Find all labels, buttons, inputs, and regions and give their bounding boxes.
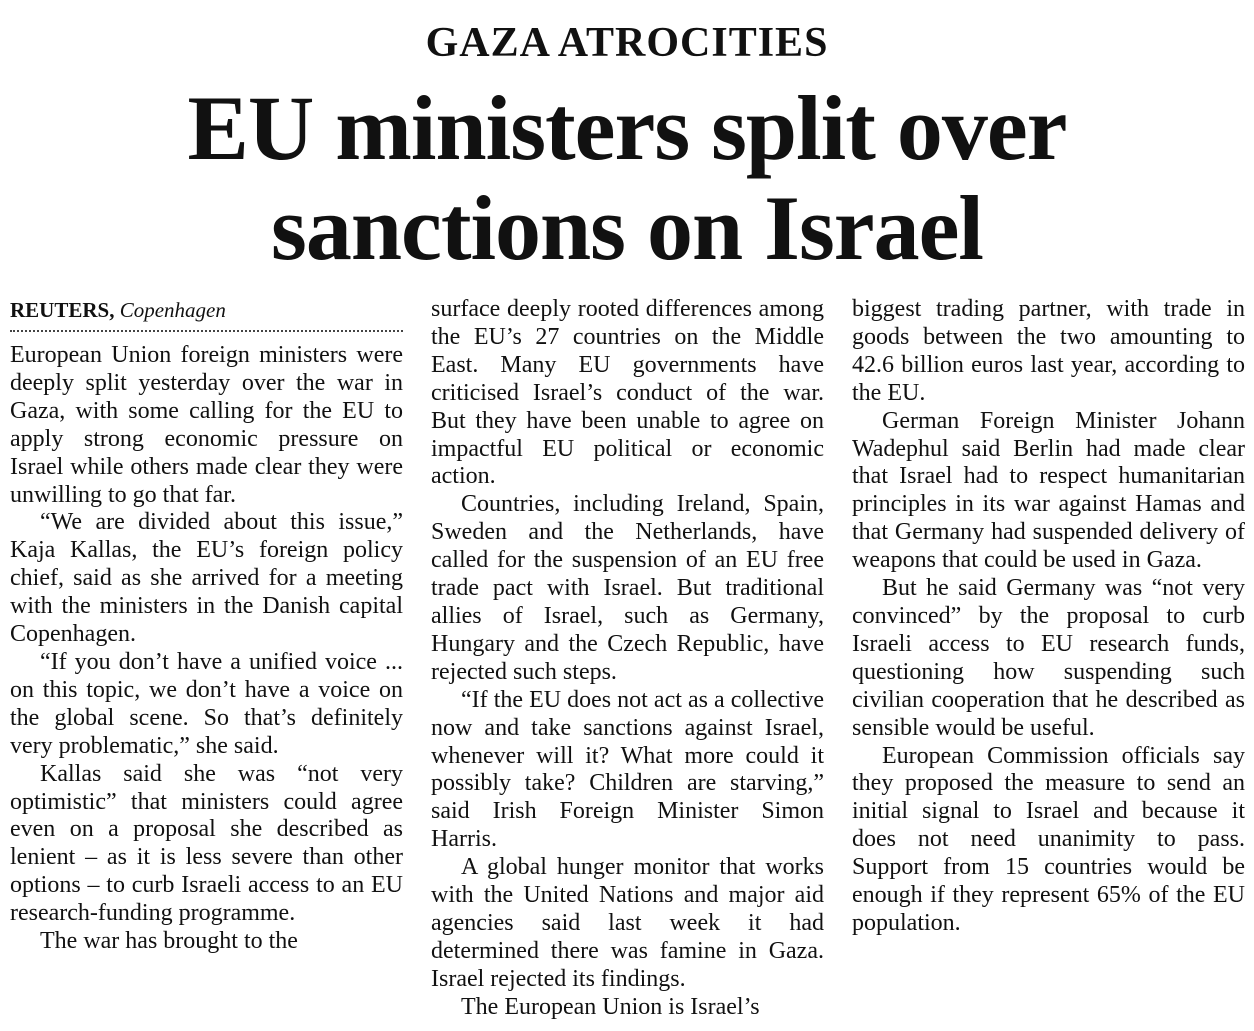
paragraph: Kallas said she was “not very optimistic” that ministers could agree even on a proposal she described as lenient – as it is less severe than other options – to curb Israeli access to an EU research-funding programme.	[10, 760, 403, 927]
byline	[10, 296, 403, 332]
paragraph: The war has brought to the	[40, 928, 298, 955]
paragraph: European Commission officials say they proposed the measure to send an initial signal to Israel and because it does not need unanimity to pass. Support from 15 countries would be enough if they represent 65% of the EU population.	[852, 742, 1245, 936]
headline-line-2: sanctions on Israel	[271, 177, 983, 279]
paragraph: “If you don’t have a unified voice ... on this topic, we don’t have a voice on the global scene. So that’s definitely very problematic,” she said.	[10, 648, 403, 759]
paragraph: The European Union is Israel’s	[461, 993, 760, 1020]
article-column-2	[431, 296, 824, 1022]
article-column-1	[10, 296, 403, 956]
headline-line-1: EU ministers split over	[187, 77, 1067, 179]
paragraph: European Union foreign ministers were deeply split yesterday over the war in Gaza, with some calling for the EU to apply strong economic pressure on Israel while others made clear they were unwilling to go that far.	[10, 342, 403, 508]
paragraph: Countries, including Ireland, Spain, Sweden and the Netherlands, have called for the suspension of an EU free trade pact with Israel. But traditional allies of Israel, such as Germany, Hungary and the Czech Republic, have rejected such steps.	[431, 491, 824, 685]
paragraph: biggest trading partner, with trade in goods between the two amounting to 42.6 billion euros last year, according to the EU.	[852, 296, 1245, 406]
paragraph: But he said Germany was “not very convinced” by the proposal to curb Israeli access to EU research funds, questioning how suspending such civilian cooperation that he described as sensible would be useful.	[852, 575, 1245, 741]
kicker: GAZA ATROCITIES	[425, 20, 829, 66]
paragraph: surface deeply rooted differences among the EU’s 27 countries on the Middle East. Many EU governments have criticised Israel’s conduct of the war. But they have been unable to agree on impactful EU political or economic action.	[431, 296, 824, 490]
headline	[0, 78, 1254, 278]
paragraph: “If the EU does not act as a collective now and take sanctions against Israel, whenever will it? What more could it possibly take? Children are starving,” said Irish Foreign Minister Simon Harris.	[431, 686, 824, 853]
byline-place: Copenhagen	[119, 298, 226, 322]
paragraph: A global hunger monitor that works with the United Nations and major aid agencies said last week it had determined there was famine in Gaza. Israel rejected its findings.	[431, 854, 824, 992]
paragraph: “We are divided about this issue,” Kaja Kallas, the EU’s foreign policy chief, said as she arrived for a meeting with the ministers in the Danish capital Copenhagen.	[10, 509, 403, 648]
paragraph: German Foreign Minister Johann Wadephul said Berlin had made clear that Israel had to respect humanitarian principles in its war against Hamas and that Germany had suspended delivery of weapons that could be used in Gaza.	[852, 407, 1245, 574]
article-column-3	[852, 296, 1245, 938]
byline-agency: REUTERS,	[10, 298, 115, 322]
